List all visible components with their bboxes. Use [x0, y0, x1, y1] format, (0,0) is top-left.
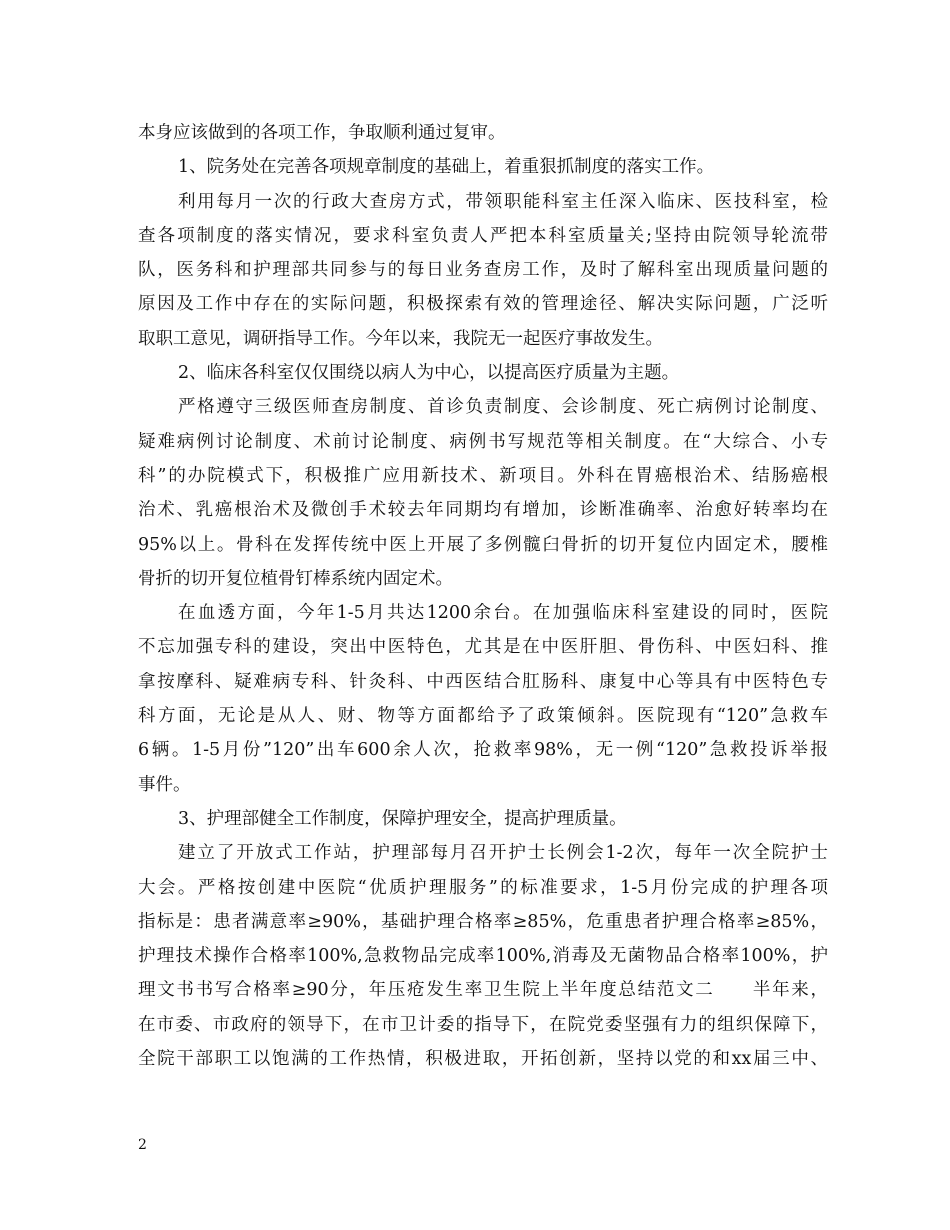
text-line: 科”的办院模式下，积极推广应用新技术、新项目。外科在胃癌根治术、结肠癌根: [138, 465, 828, 486]
text-line: 2、临床各科室仅仅围绕以病人为中心，以提高医疗质量为主题。: [178, 363, 680, 384]
text-line: 在血透方面，今年1-5月共达1200余台。在加强临床科室建设的同时，医院: [178, 603, 828, 624]
page-number: 2: [138, 1137, 147, 1153]
text-line: 科方面，无论是从人、财、物等方面都给予了政策倾斜。医院现有“120”急救车: [138, 706, 828, 727]
text-line: 查各项制度的落实情况，要求科室负责人严把本科室质量关;坚持由院领导轮流带: [138, 225, 828, 246]
text-line: 在市委、市政府的领导下，在市卫计委的指导下，在院党委坚强有力的组织保障下，: [138, 1014, 828, 1035]
text-line: 全院干部职工以饱满的工作热情，积极进取，开拓创新，坚持以党的和xx届三中、: [138, 1049, 828, 1070]
text-line: 建立了开放式工作站，护理部每月召开护士长例会1-2次，每年一次全院护士: [178, 843, 828, 864]
text-line: 疑难病例讨论制度、术前讨论制度、病例书写规范等相关制度。在“大综合、小专: [138, 431, 828, 452]
text-line: 大会。严格按创建中医院“优质护理服务”的标准要求，1-5月份完成的护理各项: [138, 877, 828, 898]
text-line: 本身应该做到的各项工作，争取顺利通过复审。: [138, 123, 506, 143]
text-line: 1、院务处在完善各项规章制度的基础上，着重狠抓制度的落实工作。: [178, 157, 715, 178]
text-line: 拿按摩科、疑难病专科、针灸科、中西医结合肛肠科、康复中心等具有中医特色专: [138, 671, 828, 692]
text-line: 事件。: [138, 774, 191, 795]
text-line: 原因及工作中存在的实际问题，积极探索有效的管理途径、解决实际问题，广泛听: [138, 294, 828, 315]
text-line: 利用每月一次的行政大查房方式，带领职能科室主任深入临床、医技科室，检: [178, 191, 828, 212]
text-line: 理文书书写合格率≥90分，年压疮发生率卫生院上半年度总结范文二 半年来，: [138, 980, 828, 1001]
text-line: 取职工意见，调研指导工作。今年以来，我院无一起医疗事故发生。: [138, 328, 663, 349]
text-line: 不忘加强专科的建设，突出中医特色，尤其是在中医肝胆、骨伤科、中医妇科、推: [138, 637, 828, 658]
text-line: 3、护理部健全工作制度，保障护理安全，提高护理质量。: [178, 808, 627, 829]
text-line: 95%以上。骨科在发挥传统中医上开展了多例髋臼骨折的切开复位内固定术，腰椎: [138, 534, 828, 555]
document-body: [138, 116, 828, 1076]
text-line: 指标是：患者满意率≥90%，基础护理合格率≥85%，危重患者护理合格率≥85%，: [138, 911, 828, 932]
text-line: 6辆。1-5月份”120”出车600余人次，抢救率98%，无一例“120”急救投诉举报: [138, 740, 828, 761]
text-line: 骨折的切开复位植骨钉棒系统内固定术。: [138, 568, 453, 589]
text-line: 治术、乳癌根治术及微创手术较去年同期均有增加，诊断准确率、治愈好转率均在: [138, 500, 828, 521]
text-line: 护理技术操作合格率100%,急救物品完成率100%,消毒及无菌物品合格率100%，护: [138, 946, 828, 967]
text-line: 队，医务科和护理部共同参与的每日业务查房工作，及时了解科室出现质量问题的: [138, 260, 828, 281]
text-line: 严格遵守三级医师查房制度、首诊负责制度、会诊制度、死亡病例讨论制度、: [178, 397, 828, 418]
